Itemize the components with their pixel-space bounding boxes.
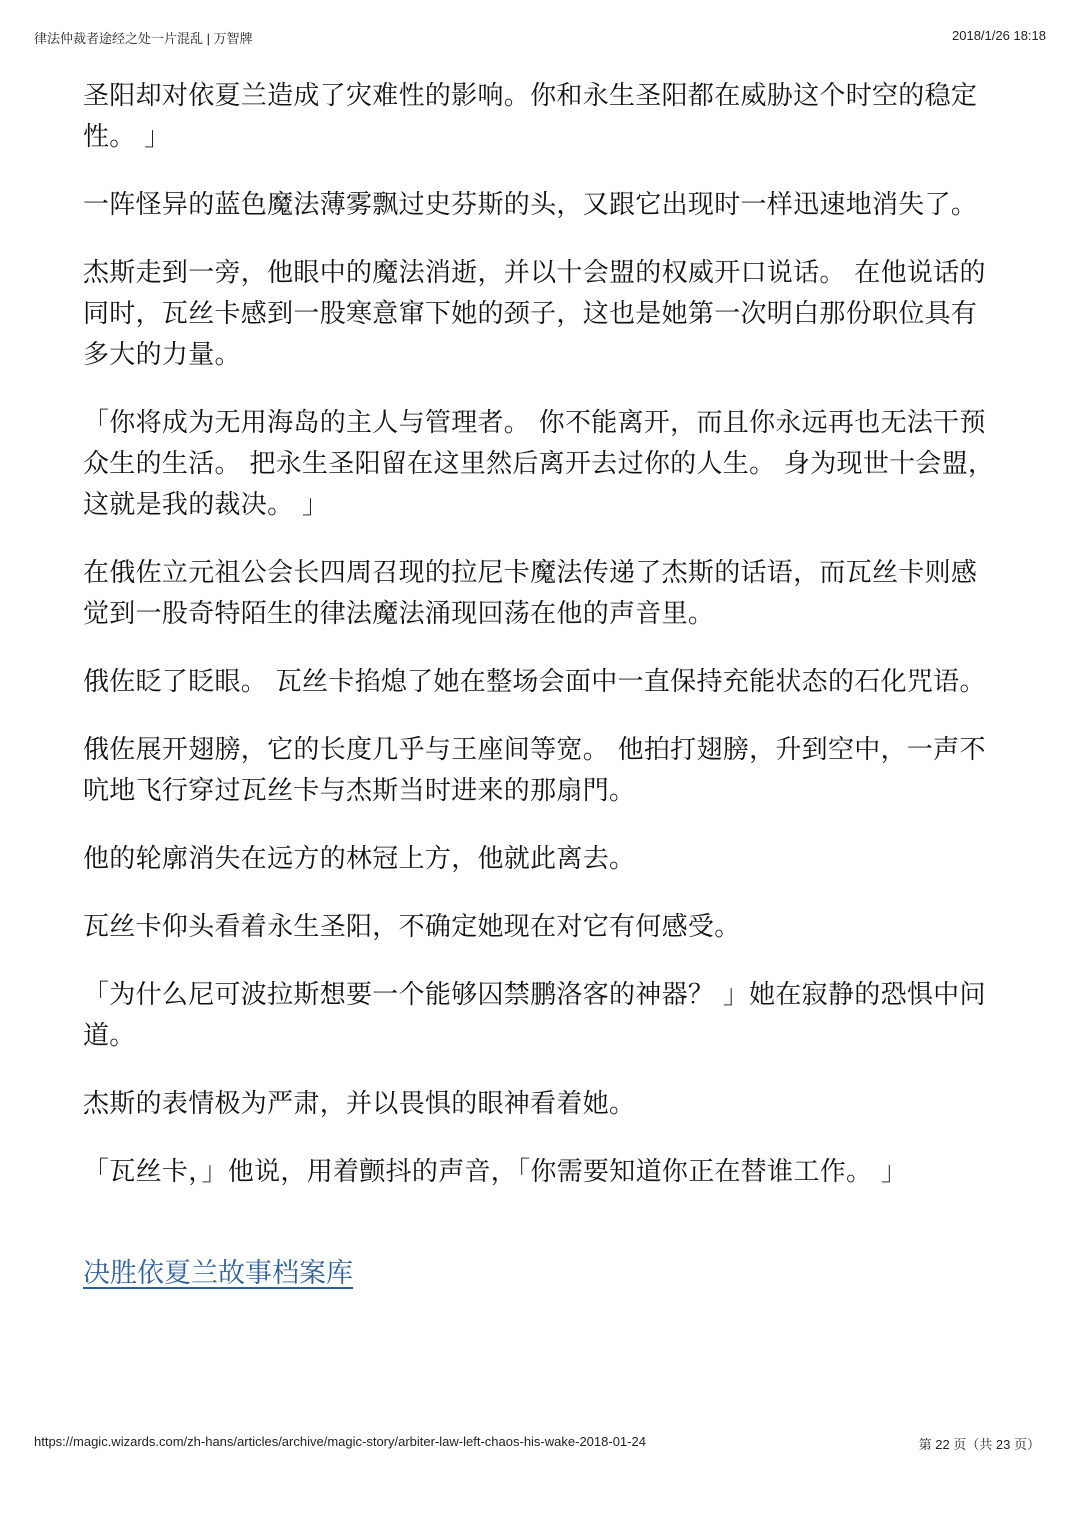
paragraph: 圣阳却对依夏兰造成了灾难性的影响。你和永生圣阳都在威胁这个时空的稳定性。 」 — [83, 81, 978, 152]
paragraph: 杰斯走到一旁，他眼中的魔法消逝，并以十会盟的权威开口说话。 在他说话的同时，瓦丝卡感到一股寒意窜下她的颈子，这也是她第一次明白那份职位具有多大的力量。 — [83, 258, 986, 370]
story-archive-link[interactable]: 决胜依夏兰故事档案库 — [83, 1258, 353, 1289]
page-indicator: 第 22 页（共 23 页） — [918, 1437, 1040, 1452]
paragraph: 「你将成为无用海岛的主人与管理者。 你不能离开，而且你永远再也无法干预众生的生活。 把永生圣阳留在这里然后离开去过你的人生。 身为现世十会盟，这就是我的裁决。 」 — [83, 408, 995, 520]
paragraph: 瓦丝卡仰头看着永生圣阳，不确定她现在对它有何感受。 — [83, 912, 741, 942]
paragraph: 「瓦丝卡，」他说，用着颤抖的声音，「你需要知道你正在替谁工作。 」 — [83, 1157, 908, 1187]
print-footer — [34, 1434, 1046, 1454]
print-datetime: 2018/1/26 18:18 — [952, 28, 1046, 43]
paragraph: 一阵怪异的蓝色魔法薄雾飘过史芬斯的头，又跟它出现时一样迅速地消失了。 — [83, 190, 978, 220]
page-url: https://magic.wizards.com/zh-hans/articles/archive/magic-story/arbiter-law-left-chaos-his-wake-2018-01-24 — [34, 1434, 646, 1449]
article-body — [83, 76, 998, 1294]
paragraph: 杰斯的表情极为严肃，并以畏惧的眼神看着她。 — [83, 1089, 636, 1119]
paragraph: 俄佐展开翅膀，它的长度几乎与王座间等宽。 他拍打翅膀，升到空中，一声不吭地飞行穿过瓦丝卡与杰斯当时进来的那扇門。 — [83, 735, 986, 806]
paragraph: 在俄佐立元祖公会长四周召现的拉尼卡魔法传递了杰斯的话语，而瓦丝卡则感觉到一股奇特陌生的律法魔法涌现回荡在他的声音里。 — [83, 558, 978, 629]
paragraph: 他的轮廓消失在远方的林冠上方，他就此离去。 — [83, 844, 636, 874]
page-title: 律法仲裁者途经之处一片混乱 | 万智牌 — [34, 31, 253, 46]
paragraph: 「为什么尼可波拉斯想要一个能够囚禁鹏洛客的神器？ 」她在寂静的恐惧中问道。 — [83, 980, 986, 1051]
print-header — [34, 28, 1046, 48]
paragraph: 俄佐眨了眨眼。 瓦丝卡掐熄了她在整场会面中一直保持充能状态的石化咒语。 — [83, 667, 986, 697]
